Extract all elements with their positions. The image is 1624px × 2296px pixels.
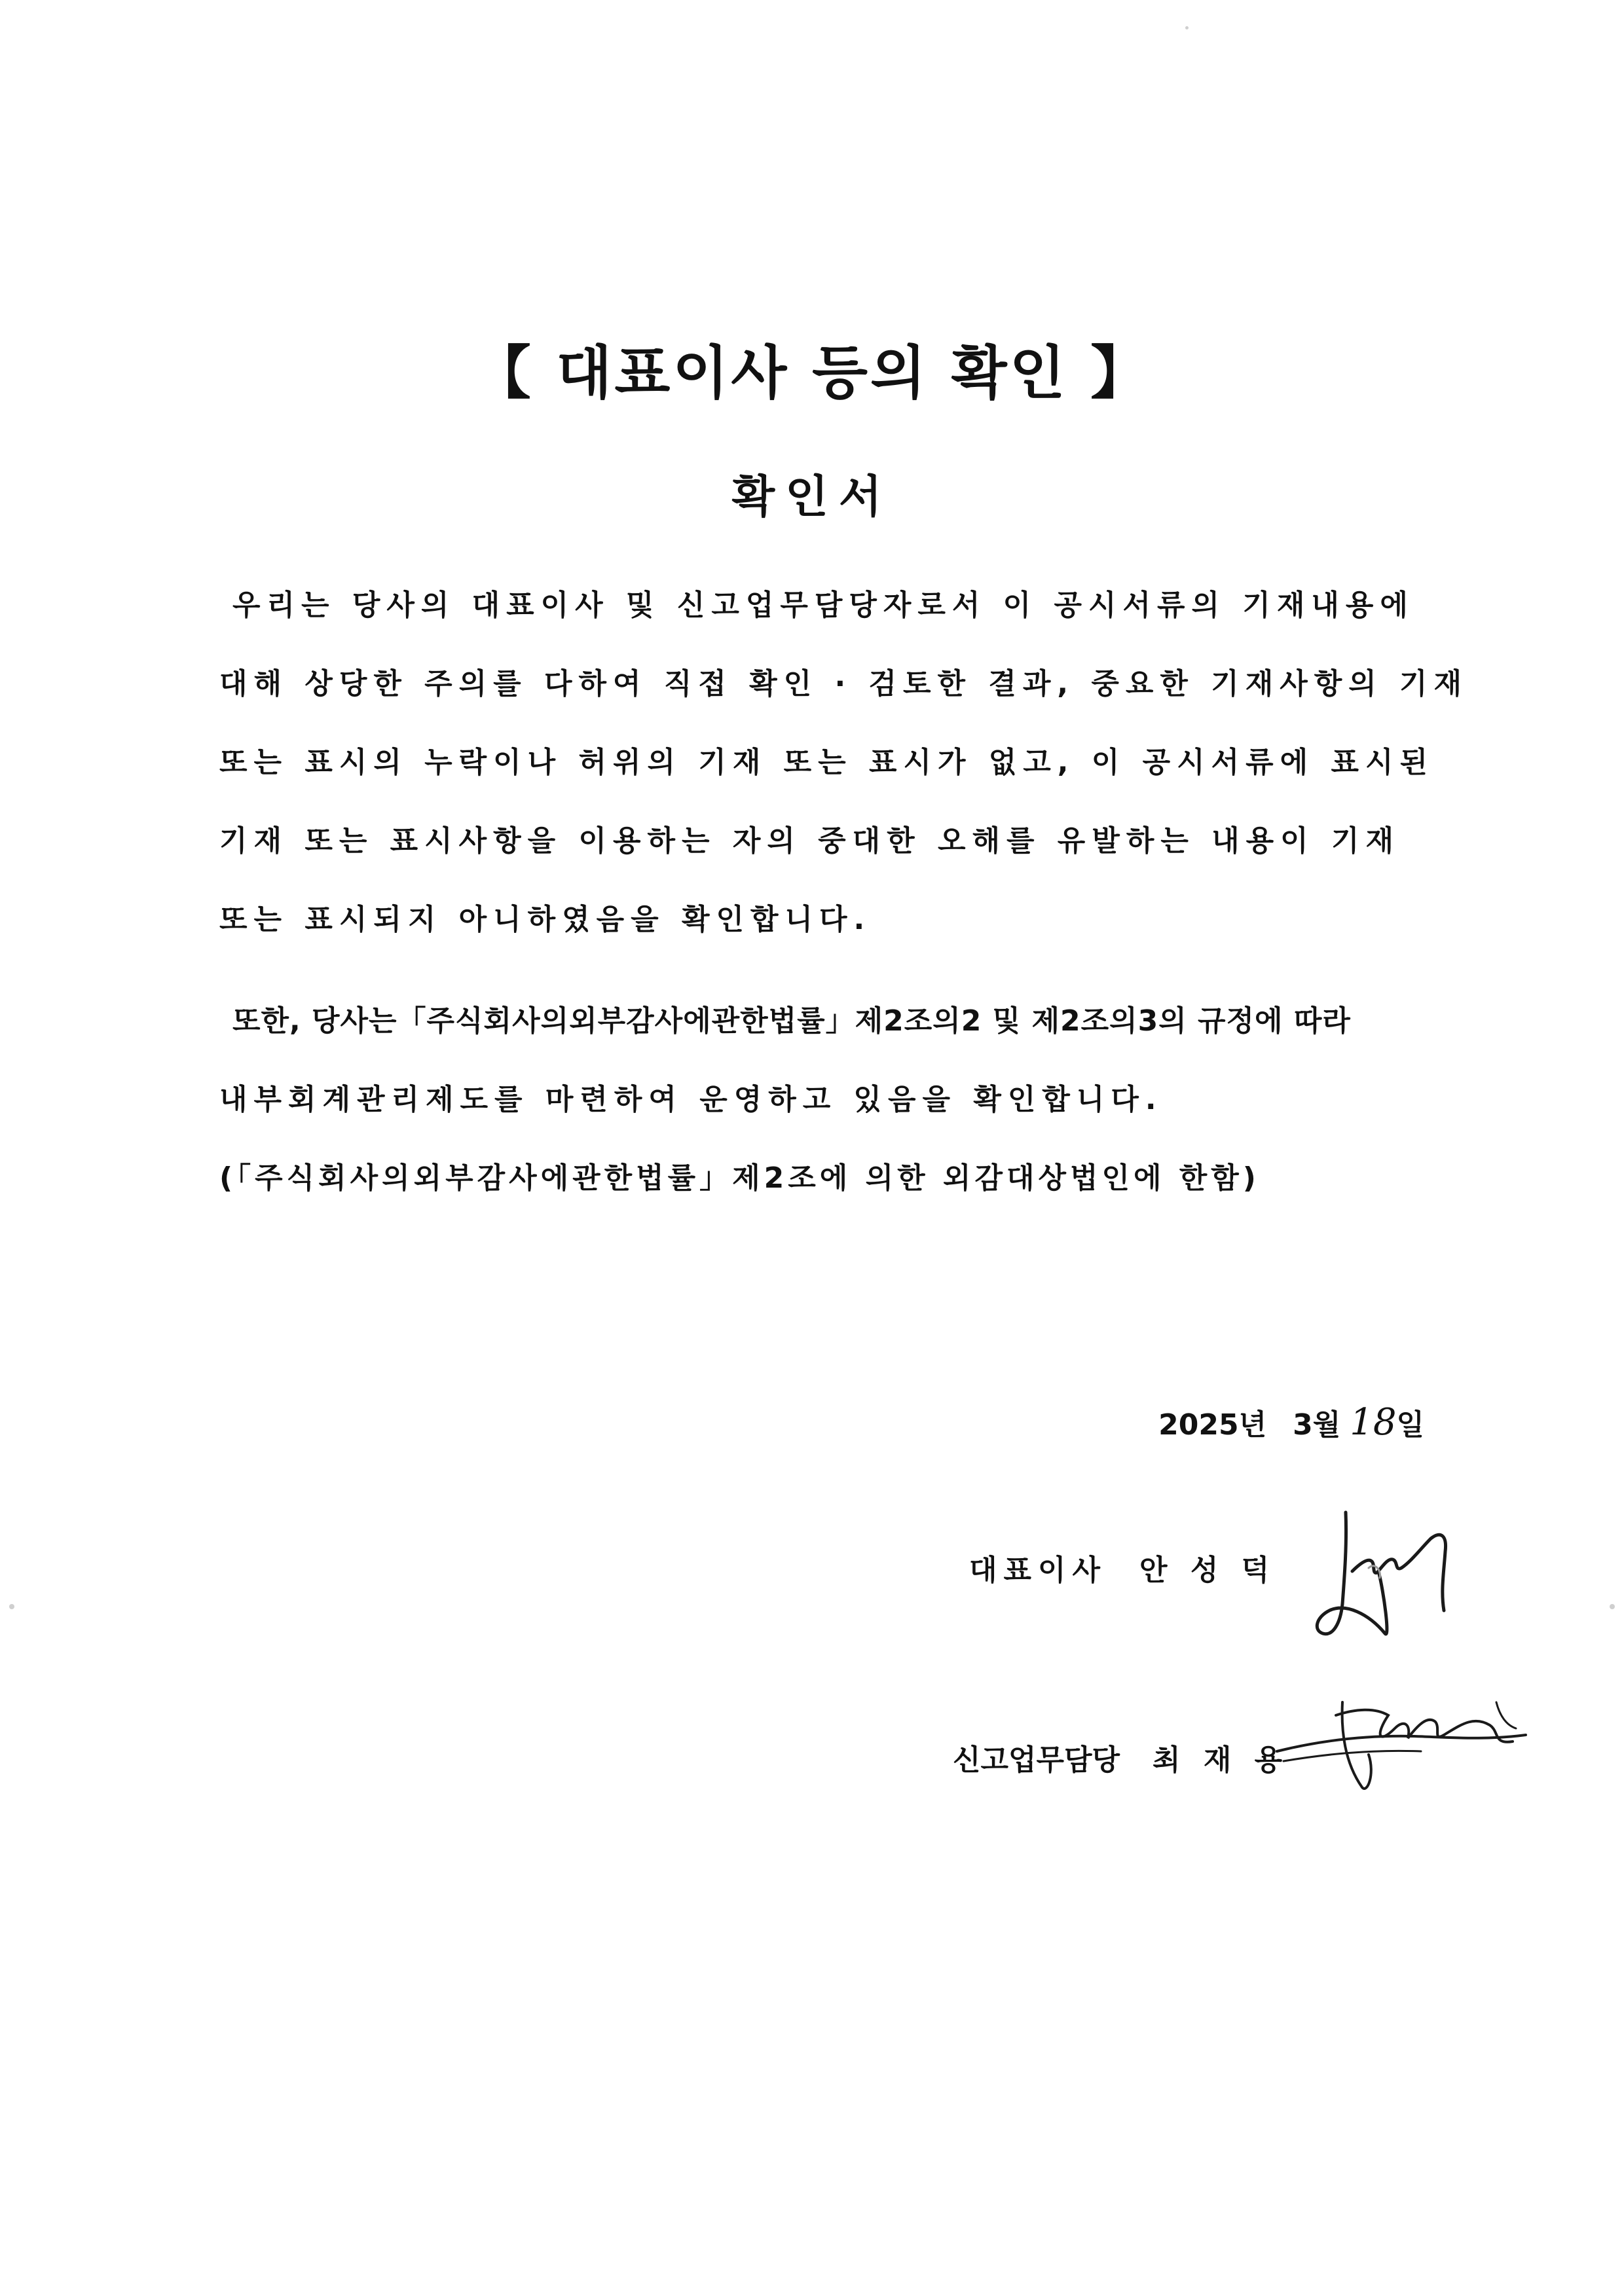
- officer-name: 최 재 용: [1153, 1743, 1289, 1777]
- internal-control-paragraph: [219, 1002, 1437, 1198]
- ceo-signature-line: [969, 1546, 1276, 1588]
- ceo-role: 대표이사: [969, 1554, 1107, 1587]
- paragraph-line: 내부회계관리제도를 마련하여 운영하고 있음을 확인합니다.: [219, 1083, 1163, 1116]
- confirmation-paragraph: [219, 586, 1469, 979]
- date-day-handwritten: 18: [1350, 1401, 1397, 1444]
- date-month: 3월: [1293, 1408, 1341, 1442]
- document-subtitle: 확인서: [731, 471, 893, 523]
- officer-handwritten-signature: [1264, 1689, 1539, 1794]
- document-date: [1158, 1401, 1424, 1444]
- scan-dot: [1185, 26, 1189, 29]
- paragraph-line: 또는 표시의 누락이나 허위의 기재 또는 표시가 없고, 이 공시서류에 표시된: [219, 746, 1435, 779]
- date-day-suffix: 일: [1396, 1408, 1424, 1442]
- paragraph-line: 대해 상당한 주의를 다하여 직접 확인 · 검토한 결과, 중요한 기재사항의 기재: [219, 667, 1469, 701]
- officer-signature-line: [953, 1736, 1289, 1778]
- officer-role: 신고업무담당: [953, 1743, 1120, 1777]
- paragraph-line: 기재 또는 표시사항을 이용하는 자의 중대한 오해를 유발하는 내용이 기재: [219, 824, 1400, 858]
- paragraph-line: 또는 표시되지 아니하였음을 확인합니다.: [219, 903, 872, 936]
- ceo-name: 안 성 덕: [1139, 1554, 1276, 1587]
- paragraph-line: 또한, 당사는「주식회사의외부감사에관한법률」제2조의2 및 제2조의3의 규정에 따라: [232, 1004, 1351, 1038]
- paragraph-line: (「주식회사의외부감사에관한법률」제2조에 의한 외감대상법인에 한함): [219, 1161, 1260, 1195]
- scan-dot: [1610, 1604, 1615, 1609]
- ceo-handwritten-signature: [1306, 1499, 1477, 1656]
- scan-dot: [9, 1604, 14, 1609]
- paragraph-line: 우리는 당사의 대표이사 및 신고업무담당자로서 이 공시서류의 기재내용에: [232, 589, 1414, 622]
- document-title: 【 대표이사 등의 확인 】: [473, 339, 1151, 407]
- date-year: 2025년: [1158, 1408, 1267, 1442]
